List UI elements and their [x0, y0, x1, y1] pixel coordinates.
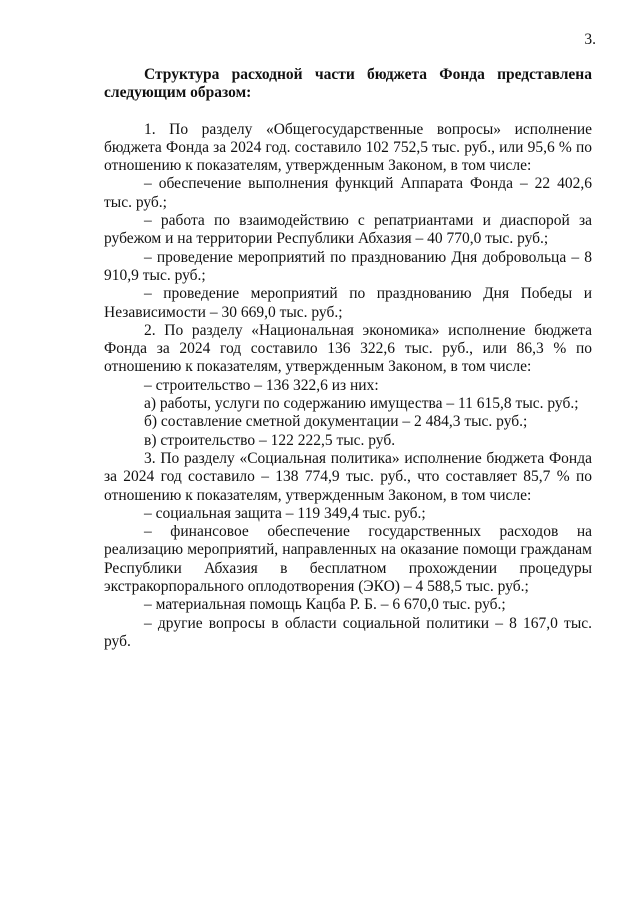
page-number: 3. — [584, 31, 596, 48]
item-volunteer-day: – проведение мероприятий по празднованию Дня добровольца – 8 910,9 тыс. руб.; — [104, 248, 592, 284]
item-ivf-assistance: – финансовое обеспечение государственных расходов на реализацию мероприятий, направленных на оказание помощи гражданам Республики Абхазия в бесплатном прохождении процедуры экстракорпорального оплодотворения (ЭКО) – 4 588,5 тыс. руб.; — [104, 523, 592, 596]
item-other-social-policy: – другие вопросы в области социальной политики – 8 167,0 тыс. руб. — [104, 614, 592, 650]
expense-structure — [104, 121, 592, 652]
item-repatriates-diaspora: – работа по взаимодействию с репатриантами и диаспорой за рубежом и на территории Республики Абхазия – 40 770,0 тыс. руб.; — [104, 212, 592, 248]
section-heading: Структура расходной части бюджета Фонда представлена следующим образом: — [104, 66, 592, 102]
document-body — [104, 66, 592, 651]
item-estimate-documentation: б) составление сметной документации – 2 484,3 тыс. руб.; — [144, 413, 528, 431]
paragraph-national-economy: 2. По разделу «Национальная экономика» исполнение бюджета Фонда за 2024 год составило 136 322,6 тыс. руб., или 86,3 % по отношению к показателям, утвержденным Законом, в том числе: — [104, 321, 592, 376]
item-construction: в) строительство – 122 222,5 тыс. руб. — [144, 431, 396, 449]
paragraph-social-policy: 3. По разделу «Социальная политика» исполнение бюджета Фонда за 2024 год составило – 138 774,9 тыс. руб., что составляет 85,7 % по отношению к показателям, утвержденным Законом, в том числе: — [104, 449, 592, 504]
item-material-aid: – материальная помощь Кацба Р. Б. – 6 670,0 тыс. руб.; — [144, 596, 506, 614]
paragraph-general-state-issues: 1. По разделу «Общегосударственные вопросы» исполнение бюджета Фонда за 2024 год. составило 102 752,5 тыс. руб., или 95,6 % по отношению к показателям, утвержденным Законом, в том числе: — [104, 120, 592, 175]
item-social-protection: – социальная защита – 119 349,4 тыс. руб.; — [144, 504, 426, 522]
item-victory-independence-day: – проведение мероприятий по празднованию Дня Победы и Независимости – 30 669,0 тыс. руб.; — [104, 285, 592, 321]
item-construction-total: – строительство – 136 322,6 из них: — [144, 376, 379, 394]
item-apparatus-functions: – обеспечение выполнения функций Аппарата Фонда – 22 402,6 тыс. руб.; — [104, 175, 592, 211]
item-property-maintenance: а) работы, услуги по содержанию имущества – 11 615,8 тыс. руб.; — [144, 395, 579, 413]
